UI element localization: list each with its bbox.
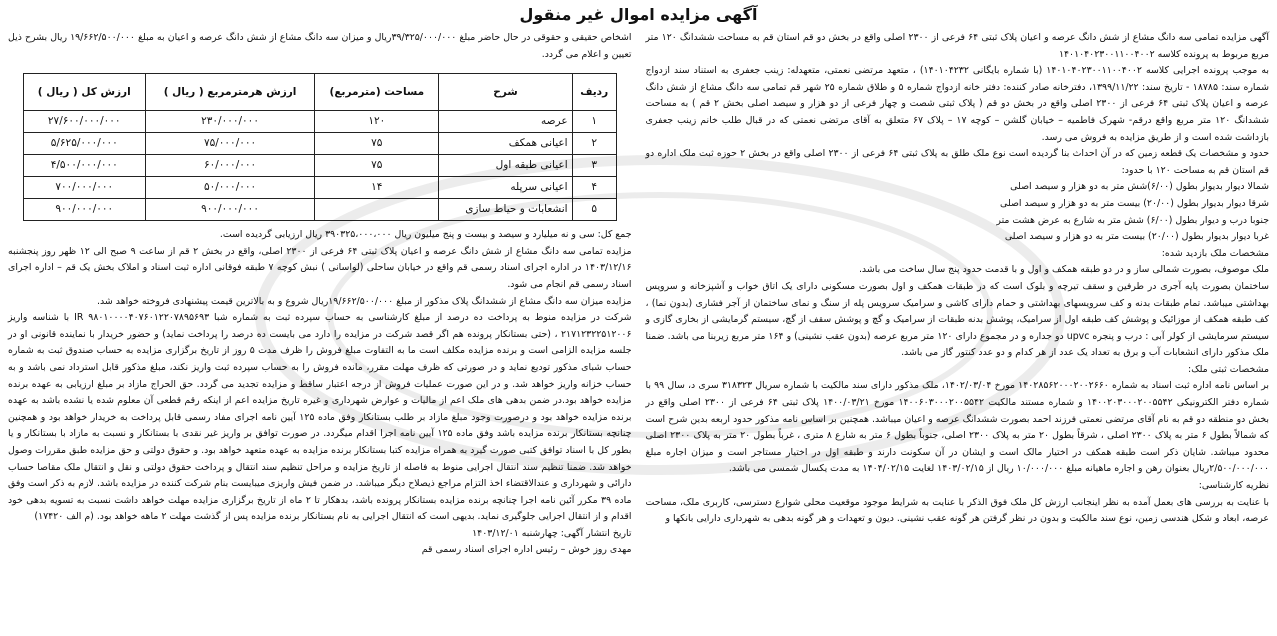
table-row — [23, 199, 616, 221]
cell-description: انشعابات و حیاط سازی — [439, 199, 572, 221]
cell-area: ۷۵ — [315, 133, 439, 155]
cell-total-value: ۷۰۰/۰۰۰/۰۰۰ — [23, 177, 145, 199]
notice-title: آگهی مزایده اموال غیر منقول — [519, 5, 758, 24]
header-area: مساحت (مترمربع) — [315, 74, 439, 111]
boundary-east: شرقا دیوار بدیوار بطول (۲۰/۰۰) بیست متر به دو هزار و سیصد اصلی — [1000, 197, 1269, 209]
cell-total-value: ۴/۵۰۰/۰۰۰/۰۰۰ — [23, 155, 145, 177]
left-column — [8, 30, 632, 559]
cell-row-number: ۳ — [572, 155, 616, 177]
section-heading: مشخصات ملک بازدید شده: — [1161, 247, 1269, 259]
right-paragraph: ملک موصوف، بصورت شمالی ساز و در دو طبقه همکف و اول و با قدمت حدود پنج سال ساخت می باشد. — [858, 264, 1269, 276]
table-row — [23, 111, 616, 133]
cell-area — [315, 199, 439, 221]
table-row — [23, 133, 616, 155]
cell-area: ۷۵ — [315, 155, 439, 177]
right-paragraph: ساختمان بصورت پایه آجری در طرفین و سقف تیرچه و بلوک است که در طبقات همکف و اول بصورت مسکونی دارای یک اتاق خواب و آشپزخانه و سرویس بهداشتی میباشد. تمام طبقات بدنه و کف سرویسهای بهداشتی و حمام دارای کاشی و سرامیک سرویس پله از سنگ و نمای ساختمان از آجر فشاری (بدون نما) ، کف طبقه همکف از موزائیک و پوشش کف طبقه اول از سرامیک، پوشش بدنه طبقات از سرامیک و گچ و پوشش سقف از گچ، سیستم گرمایشی از بخاری گازی و سیستم سرمایشی از کولر آبی : درب و پنجره upvc دو جداره و در مجموع دارای ۱۲۰ متر مربع عرصه (بدون عقب نشینی) و ۱۶۴ متر مربع زیربنا می باشد. ضمنا ملک مذکور دارای انشعابات آب و برق به تعداد یک عدد از هر کدام و دو عدد کنتور گاز می باشد. — [645, 280, 1269, 359]
cell-unit-value: ۵۰/۰۰۰/۰۰۰ — [145, 177, 315, 199]
right-paragraph: به موجب پرونده اجرایی کلاسه ۱۴۰۱۰۴۰۲۳۰۰۱۱۰۰۴۰۰۲ (با شماره بایگانی ۱۴۰۱۰۴۲۳۲) ، متعهد مرتضی نعمتی، متعهدله: زینب جعفری به استناد سند ازدواج شماره سند: ۱۸۷۸۵ - تاریخ سند: ۱۳۹۹/۱۱/۲۲، دفترخانه صادر کننده: دفتر خانه ازدواج شماره ۵ و طلاق شماره ۲۵ شهر قم تمامی سه دانگ مشاع از شش دانگ عرصه و اعیان پلاک ثبتی ۶۴ فرعی از ۲۳۰۰ اصلی واقع در بخش دو قم ( پلاک ثبتی شصت و چهار فرعی از دو هزار و سیصد اصلی بخش ۲ قم ) به مساحت ششدانگ ۱۲۰ متر مربع واقع درقم- شهرک فاطمیه – خیابان گلشن – کوچه ۱۷ – پلاک ۶۷ متعلق به آقای مرتضی نعمتی که در قبال طلب خانم زینب جعفری بازداشت شده است و از طریق مزایده به فروش می رسد. — [645, 65, 1270, 143]
valuation-table — [23, 73, 617, 221]
right-paragraph: با عنایت به بررسی های بعمل آمده به نظر اینجانب ارزش کل ملک فوق الذکر با عنایت به شرایط موجود موقعیت محلی شوارع دسترسی، کاربری ملک، مساحت عرصه، ابعاد و شکل هندسی زمین، نوع سند مالکیت و بدون در نظر گرفتن هر گونه عقب نشینی. دیون و تعهدات و هر گونه بدهی به شهرداری دارایی بانکها و — [645, 496, 1269, 525]
left-paragraph: شرکت در مزایده منوط به پرداخت ده درصد از مبلغ کارشناسی به حساب سپرده ثبت به شماره شبا IR ۹۸۰۱۰۰۰۰۴۰۷۶۰۱۲۲۰۷۸۹۵۶۹۳ با شناسه واریز ۲۱۷۱۲۳۲۲۵۱۲۰۰۶ ، (حتی بستانکار پرونده هم اگر قصد شرکت در مزایده را دارد می بایست ده درصد را پرداخت نماید) و حضور خریدار با نماینده قانونی او در جلسه مزایده الزامی است و برنده مزایده مکلف است ما به التفاوت مبلغ فروش را ظرف مدت ۵ روز از تاریخ برگزاری مزایده به حساب صندوق ثبت به شماره حساب شبای مذکور تودیع نماید و در صورتی که ظرف مهلت مقرر، مانده فروش را به حساب سپرده ثبت واریز نکند، مبلغ مذکور قابل استرداد نمی باشد و به حساب خزانه واریز خواهد شد. و در این صورت عملیات فروش از درجه اعتبار ساقط و مزایده تجدید می گردد. حق الحراج مازاد بر مبلغ ارزیابی به عهده برنده مزایده خواهد بود.در ضمن بدهی های ملک اعم از مالیات و عوارض شهرداری و غیره تاریخ مزایده اعم از اینکه رقم قطعی آن معلوم شده یا نشده باشد به عهده برنده مزایده خواهد بود و درصورت وجود مبلغ مازاد بر طلب بستانکار وفق ماده ۱۲۵ آیین نامه اجرای مفاد رسمی قابل پرداخت به خریدار خواهد بود و همچنین چنانچه بستانکار برنده مزایده باشد وفق ماده ۱۲۵ آیین نامه اجرا اقدام میگردد. در صورت توافق بر واریز غیر نقدی با بستانکار و نسبت به مازاد با بستانکار و یا بطور کل با اسناد توافق کتبی صورت گیرد به همراه مزایده کتبا بستانکار برنده مزایده به عهده متعهد خواهد بود. و حقوق دولتی و حق مزایده طبق مقررات وصول خواهد شد. ضمنا تنظیم سند انتقال اجرایی منوط به فاصله از تاریخ مزایده و مراحل تنظیم سند انتقال و پرداخت حقوق دولتی و نقل و انتقال ملک مقاصا حساب دارائی و شهرداری و عندالاقتضاء اخذ التزام مراجع ذیصلاح دیگر میباشد. در ضمن فیش واریزی میبایست بنام شرکت کننده در مزایده باشد. لازم به ذکر است وفق ماده ۳۹ مکرر آئین نامه اجرا چنانچه برنده مزایده بستانکار پرونده باشد، بدهکار تا ۲ ماه از تاریخ برگزاری مزایده مهلت خواهد داشت نسبت به تسویه بدهی خود اقدام و از انتقال اجرایی جلوگیری نماید. بدیهی است که انتقال اجرایی به نام بستانکار برنده مزایده پس از گذشت مهلت ۲ ماهه خواهد بود. (م الف ۱۷۴۲۰) — [8, 312, 632, 523]
header-total-value: ارزش کل ( ریال ) — [23, 74, 145, 111]
cell-description: اعیانی همکف — [439, 133, 572, 155]
cell-total-value: ۲۷/۶۰۰/۰۰۰/۰۰۰ — [23, 111, 145, 133]
cell-total-value: ۵/۶۲۵/۰۰۰/۰۰۰ — [23, 133, 145, 155]
cell-row-number: ۴ — [572, 177, 616, 199]
right-paragraph: آگهی مزایده تمامی سه دانگ مشاع از شش دانگ عرصه و اعیان پلاک ثبتی ۶۴ فرعی از ۲۳۰۰ اصلی واقع در بخش دو قم استان قم به مساحت ششدانگ ۱۲۰ متر مربع مربوط به پرونده کلاسه ۱۴۰۱۰۴۰۲۳۰۰۱۱۰۰۴۰۰۲ — [645, 32, 1269, 60]
cell-unit-value: ۶۰/۰۰۰/۰۰۰ — [145, 155, 315, 177]
cell-unit-value: ۷۵/۰۰۰/۰۰۰ — [145, 133, 315, 155]
cell-total-value: ۹۰۰/۰۰۰/۰۰۰ — [23, 199, 145, 221]
cell-unit-value: ۹۰۰/۰۰۰/۰۰۰ — [145, 199, 315, 221]
section-heading: مشخصات ثبتی ملک: — [1188, 363, 1269, 375]
cell-description: اعیانی سرپله — [439, 177, 572, 199]
right-paragraph: حدود و مشخصات یک قطعه زمین که در آن احداث بنا گردیده است نوع ملک طلق به پلاک ثبتی ۶۴ فرعی از ۲۳۰۰ اصلی واقع در بخش ۲ حوزه ثبت ملک اداره دو قم استان قم به مساحت ۱۲۰ با حدود: — [645, 148, 1269, 176]
signature: مهدی روز خوش – رئیس اداره اجرای اسناد رسمی قم — [421, 544, 632, 556]
cell-row-number: ۵ — [572, 199, 616, 221]
boundary-west: غربا دیوار بدیوار بطول (۲۰/۰۰) بیست متر به دو هزار و سیصد اصلی — [1004, 231, 1269, 243]
left-paragraph: جمع کل: سی و نه میلیارد و سیصد و بیست و پنج میلیون ریال ۳۹۰۳۲۵،۰۰۰،۰۰۰ ریال ارزیابی گردیده است. — [219, 229, 632, 241]
table-row — [23, 155, 616, 177]
cell-area: ۱۲۰ — [315, 111, 439, 133]
header-unit-value: ارزش هرمترمربع ( ریال ) — [145, 74, 315, 111]
cell-description: عرصه — [439, 111, 572, 133]
cell-description: اعیانی طبقه اول — [439, 155, 572, 177]
cell-row-number: ۲ — [572, 133, 616, 155]
header-description: شرح — [439, 74, 572, 111]
publish-date: تاریخ انتشار آگهی: چهارشنبه ۱۴۰۳/۱۲/۰۱ — [472, 527, 632, 539]
left-paragraph: مزایده میزان سه دانگ مشاع از ششدانگ پلاک مذکور از مبلغ ۱۹/۶۶۲/۵۰۰/۰۰۰ریال شروع و به بالاترین قیمت پیشنهادی فروخته خواهد شد. — [97, 295, 632, 307]
table-row — [23, 177, 616, 199]
left-intro: اشخاص حقیقی و حقوقی در حال حاضر مبلغ ۳۹/۳۲۵/۰۰۰/۰۰۰ریال و میزان سه دانگ مشاع از شش دانگ عرصه و اعیان به مبلغ ۱۹/۶۶۲/۵۰۰/۰۰۰ ریال بشرح ذیل تعیین و اعلام می گردد. — [8, 32, 632, 60]
notice-columns — [8, 30, 1269, 559]
header-row-number: ردیف — [572, 74, 616, 111]
table-header-row — [23, 74, 616, 111]
boundary-south: جنوبا درب و دیوار بطول (۶/۰۰) شش متر به شارع به عرض هشت متر — [996, 214, 1269, 226]
boundary-north: شمالا دیوار بدیوار بطول (۶/۰۰)شش متر به دو هزار و سیصد اصلی — [1010, 181, 1269, 193]
left-paragraph: مزایده تمامی سه دانگ مشاع از شش دانگ عرصه و اعیان پلاک ثبتی ۶۴ فرعی از ۲۳۰۰ اصلی، واقع در بخش ۲ قم از ساعت ۹ صبح الی ۱۲ ظهر روز پنجشنبه ۱۴۰۳/۱۲/۱۶ در اداره اجرای اسناد رسمی قم واقع در خیابان ساحلی (لواسانی ) نبش کوچه ۷ طبقه فوقانی اداره ثبت اسناد و املاک بخش یک قم – اداره اجرای اسناد رسمی قم انجام می شود. — [8, 245, 632, 290]
right-paragraph: بر اساس نامه اداره ثبت اسناد به شماره ۱۴۰۲۸۵۶۲۰۰۰۲۰۰۲۶۶۰ مورخ ۱۴۰۲/۰۳/۰۴، ملک مذکور دارای سند مالکیت با شماره سریال ۳۱۸۳۲۳ سری د، سال ۹۹ با شماره دفتر الکترونیکی ۱۴۰۰۲۰۳۰۰۰۲۰۰۵۵۴۲ و شماره مستند مالکیت ۱۴۰۰۶۰۳۰۰۰۲۰۰۵۵۴۲ مورخ ۱۴۰۰/۰۳/۲۱ پلاک ثبتی ۶۴ فرعی از ۲۳۰۰ اصلی واقع در بخش دو منطقه دو قم به نام آقای مرتضی نعمتی فرزند احمد بصورت ششدانگ عرصه و اعیان میباشد. همچنین بر اساس نامه مذکور حدود اربعه بدین شرح است که شمالاً بطول ۶ متر به پلاک ۲۳۰۰ اصلی ، شرقاً بطول ۲۰ متر به پلاک ۲۳۰۰ اصلی، جنوباً بطول ۶ متر به شارع ۸ متری ، غرباً بطول ۲۰ متر به پلاک ۲۳۰۰ اصلی محدود میباشد. شایان ذکر است طبقه همکف در اختیار مالک است و ایشان در آن سکونت دارند و طبقه اول در اختیار مستاجر است و میزان اجاره مبلغ ۲/۵۰۰/۰۰۰/۰۰۰ریال بعنوان رهن و اجاره ماهیانه مبلغ ۱۰/۰۰۰/۰۰۰ ریال از ۱۴۰۳/۰۲/۱۵ لغایت ۱۴۰۴/۰۲/۱۵ به مدت یکسال شمسی می باشد. — [645, 380, 1270, 475]
cell-unit-value: ۲۳۰/۰۰۰/۰۰۰ — [145, 111, 315, 133]
right-column — [646, 30, 1270, 559]
section-heading: نظریه کارشناسی: — [1198, 480, 1269, 492]
cell-row-number: ۱ — [572, 111, 616, 133]
cell-area: ۱۴ — [315, 177, 439, 199]
